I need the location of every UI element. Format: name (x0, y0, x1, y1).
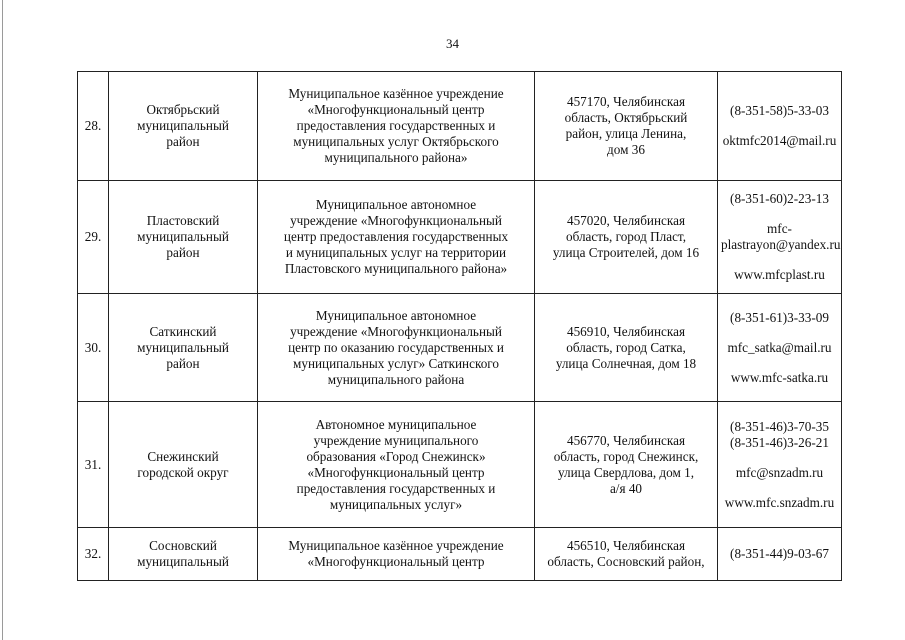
organization-line: Муниципальное автономное (315, 307, 477, 323)
address-line: улица Солнечная, дом 18 (555, 355, 697, 371)
website-address: www.mfc.snzadm.ru (724, 494, 835, 510)
organization-line: муниципального района (327, 371, 465, 387)
organization-cell (258, 294, 535, 402)
website-address: www.mfcplast.ru (734, 267, 825, 282)
organization-line: муниципальных услуг» Саткинского (293, 355, 499, 371)
row-number: 31. (78, 402, 109, 528)
address-cell (535, 528, 718, 581)
contacts-cell (718, 72, 842, 181)
organization-line: предоставления государственных и (296, 480, 496, 496)
contacts-cell (718, 402, 842, 528)
district-cell (109, 402, 258, 528)
district-line: район (166, 245, 200, 260)
organization-cell (258, 402, 535, 528)
organization-line: муниципального района» (324, 150, 468, 165)
page-number: 34 (446, 36, 459, 51)
district-line: район (166, 355, 200, 371)
address-line: область, Октябрьский (564, 110, 688, 125)
organization-line: Муниципальное казённое учреждение (288, 86, 504, 101)
address-line: улица Свердлова, дом 1, (557, 464, 695, 480)
address-line: а/я 40 (609, 480, 643, 496)
row-number: 32. (78, 528, 109, 581)
organization-line: Муниципальное казённое учреждение (288, 538, 504, 553)
phone-number: (8-351-60)2-23-13 (730, 191, 829, 206)
district-cell (109, 294, 258, 402)
table-row (78, 294, 842, 402)
district-line: Саткинский (149, 323, 217, 339)
table-row (78, 181, 842, 294)
row-number: 29. (78, 181, 109, 294)
district-cell (109, 181, 258, 294)
address-line: область, город Сатка, (566, 339, 686, 355)
address-line: 457020, Челябинская (566, 213, 686, 228)
address-line: улица Строителей, дом 16 (552, 245, 700, 260)
organization-line: «Многофункциональный центр (307, 464, 485, 480)
email-address: mfc@snzadm.ru (735, 464, 824, 480)
district-line: Сосновский (149, 538, 217, 553)
address-line: район, улица Ленина, (565, 126, 687, 141)
district-line: Пластовский (146, 213, 220, 228)
district-line: муниципальный (137, 118, 229, 133)
address-line: дом 36 (607, 142, 645, 157)
table-row (78, 72, 842, 181)
organization-line: учреждение «Многофункциональный (290, 323, 502, 339)
contacts-cell (718, 528, 842, 581)
page-left-edge-line (2, 0, 3, 640)
district-cell (109, 528, 258, 581)
organization-line: и муниципальных услуг на территории (285, 245, 507, 260)
organization-line: учреждение «Многофункциональный (290, 213, 502, 228)
address-line: 456770, Челябинская (566, 432, 686, 448)
organization-line: муниципальных услуг Октябрьского (293, 134, 499, 149)
organization-cell (258, 72, 535, 181)
address-cell (535, 402, 718, 528)
table-row (78, 528, 842, 581)
organization-cell (258, 528, 535, 581)
row-number: 30. (78, 294, 109, 402)
organization-line: муниципальных услуг» (329, 496, 463, 512)
address-line: 456510, Челябинская (566, 538, 686, 553)
address-cell (535, 181, 718, 294)
organization-line: «Многофункциональный центр (307, 554, 485, 569)
organization-line: Пластовского муниципального района» (284, 261, 508, 276)
address-line: область, город Пласт, (566, 229, 686, 244)
phone-number: (8-351-46)3-26-21 (730, 434, 829, 450)
district-line: муниципальный (137, 339, 229, 355)
phone-number: (8-351-58)5-33-03 (730, 103, 829, 118)
email-address: mfc_satka@mail.ru (727, 339, 832, 355)
district-cell (109, 72, 258, 181)
phone-number: (8-351-46)3-70-35 (730, 418, 829, 434)
row-number: 28. (78, 72, 109, 181)
district-line: Октябрьский (146, 102, 220, 117)
website-address: www.mfc-satka.ru (730, 369, 829, 385)
address-line: область, город Снежинск, (553, 448, 699, 464)
organization-line: «Многофункциональный центр (307, 102, 485, 117)
organization-line: Автономное муниципальное (315, 416, 477, 432)
address-line: 457170, Челябинская (566, 94, 686, 109)
email-address: plastrayon@yandex.ru (721, 237, 841, 252)
email-address: oktmfc2014@mail.ru (722, 133, 837, 148)
district-line: городской округ (137, 464, 229, 480)
phone-number: (8-351-44)9-03-67 (730, 546, 829, 561)
address-line: область, Сосновский район, (547, 554, 705, 569)
organization-line: учреждение муниципального (313, 432, 479, 448)
table-row (78, 402, 842, 528)
address-cell (535, 72, 718, 181)
district-line: муниципальный (137, 229, 229, 244)
mfc-table (77, 71, 842, 581)
contacts-cell (718, 181, 842, 294)
district-line: Снежинский (147, 448, 219, 464)
organization-line: образования «Город Снежинск» (306, 448, 486, 464)
address-cell (535, 294, 718, 402)
phone-number: (8-351-61)3-33-09 (730, 309, 829, 325)
organization-line: предоставления государственных и (296, 118, 496, 133)
district-line: муниципальный (137, 554, 229, 569)
organization-cell (258, 181, 535, 294)
district-line: район (166, 134, 200, 149)
organization-line: центр предоставления государственных (283, 229, 509, 244)
contacts-cell (718, 294, 842, 402)
organization-line: центр по оказанию государственных и (288, 339, 504, 355)
organization-line: Муниципальное автономное (315, 197, 477, 212)
address-line: 456910, Челябинская (566, 323, 686, 339)
email-address: mfc- (767, 221, 792, 236)
